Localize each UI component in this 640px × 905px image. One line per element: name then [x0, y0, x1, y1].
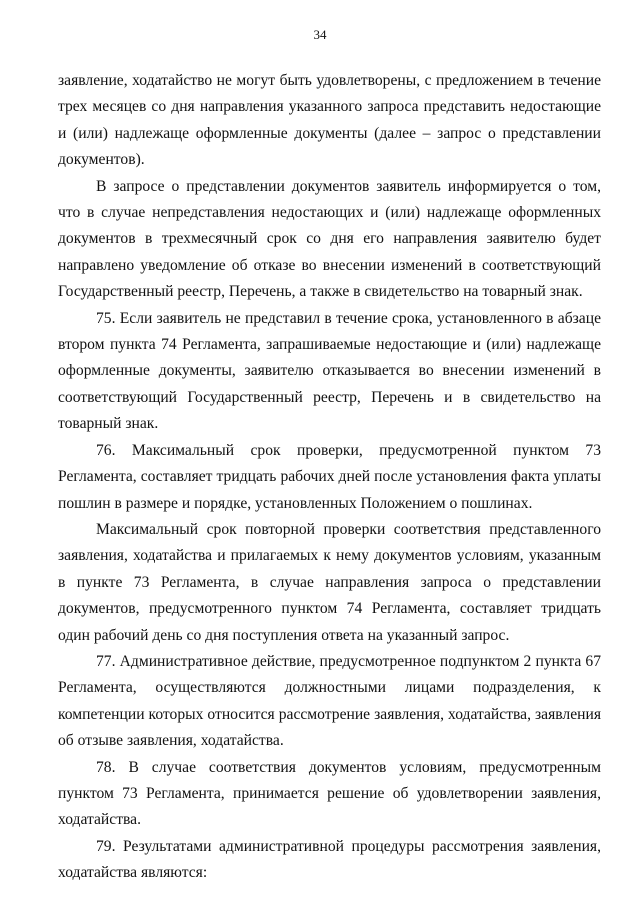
paragraph-77: 77. Административное действие, предусмотренное подпунктом 2 пункта 67 Регламента, осуществляются должностными лицами подразделения, к компетенции которых относится рассмотрение заявления, ходатайства, заявления об отзыве заявления, ходатайства.: [58, 652, 601, 750]
paragraph-continuation: заявление, ходатайство не могут быть удовлетворены, с предложением в течение трех месяцев со дня направления указанного запроса представить недостающие и (или) надлежаще оформленные документы (далее – запрос о представлении документов).: [58, 72, 601, 169]
page-number: 34: [313, 27, 327, 42]
paragraph-76-repeat-check: Максимальный срок повторной проверки соответствия представленного заявления, ходатайства и прилагаемых к нему документов условиям, указанным в пункте 73 Регламента, в случае направления запроса о представлении документов, предусмотренного пунктом 74 Регламента, составляет тридцать один рабочий день со дня поступления ответа на указанный запрос.: [58, 520, 601, 644]
paragraph-78: 78. В случае соответствия документов условиям, предусмотренным пунктом 73 Регламента, принимается решение об удовлетворении заявления, ходатайства.: [58, 758, 601, 829]
paragraph-75: 75. Если заявитель не представил в течение срока, установленного в абзаце втором пункта 74 Регламента, запрашиваемые недостающие и (или) надлежаще оформленные документы, заявителю отказывается во внесении изменений в соответствующий Государственный реестр, Перечень и в свидетельство на товарный знак.: [58, 309, 601, 433]
paragraph-79: 79. Результатами административной процедуры рассмотрения заявления, ходатайства являются:: [58, 837, 601, 882]
paragraph-request-notice: В запросе о представлении документов заявитель информируется о том, что в случае непредставления недостающих и (или) надлежаще оформленных документов в трехмесячный срок со дня его направления заявителю будет направлено уведомление об отказе во внесении изменений в соответствующий Государственный реестр, Перечень, а также в свидетельство на товарный знак.: [58, 177, 601, 301]
document-body: [58, 68, 601, 887]
paragraph-76: 76. Максимальный срок проверки, предусмотренной пунктом 73 Регламента, составляет тридцать рабочих дней после установления факта уплаты пошлин в размере и порядке, установленных Положением о пошлинах.: [58, 441, 601, 512]
